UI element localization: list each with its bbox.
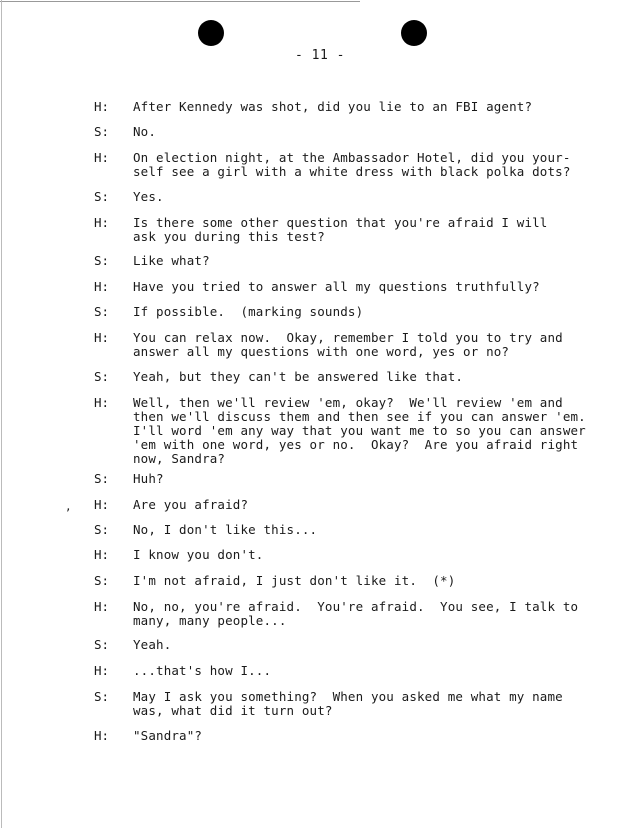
- binder-hole-left: [198, 20, 224, 46]
- utterance-text: No, no, you're afraid. You're afraid. You see, I talk to many, many people...: [133, 599, 579, 628]
- speaker-label: H:: [94, 279, 110, 294]
- utterance-text: "Sandra"?: [133, 728, 203, 743]
- speaker-label: H:: [94, 395, 110, 410]
- speaker-label: H:: [94, 215, 110, 230]
- utterance-text: May I ask you something? When you asked me what my name was, what did it turn out?: [133, 689, 563, 718]
- page-number: - 11 -: [295, 48, 345, 63]
- speaker-label: H:: [94, 547, 110, 562]
- utterance-text: Yeah, but they can't be answered like that.: [133, 369, 464, 384]
- scan-edge-left: [1, 0, 2, 828]
- utterance-text: Like what?: [133, 253, 210, 268]
- scan-edge-top: [0, 1, 360, 2]
- speaker-label: S:: [94, 637, 110, 652]
- speaker-label: S:: [94, 304, 110, 319]
- speaker-label: H:: [94, 497, 110, 512]
- speaker-label: S:: [94, 522, 110, 537]
- utterance-text: Yeah.: [133, 637, 172, 652]
- utterance-text: Is there some other question that you're afraid I will ask you during this test?: [133, 215, 548, 244]
- speaker-label: S:: [94, 573, 110, 588]
- utterance-text: I know you don't.: [133, 547, 264, 562]
- speaker-label: H:: [94, 728, 110, 743]
- speaker-label: S:: [94, 369, 110, 384]
- speaker-label: S:: [94, 689, 110, 704]
- utterance-text: No, I don't like this...: [133, 522, 318, 537]
- utterance-text: I'm not afraid, I just don't like it. (*): [133, 573, 456, 588]
- utterance-text: Have you tried to answer all my questions truthfully?: [133, 279, 540, 294]
- utterance-text: Yes.: [133, 189, 164, 204]
- utterance-text: No.: [133, 124, 157, 139]
- speaker-label: H:: [94, 150, 110, 165]
- utterance-text: On election night, at the Ambassador Hotel, did you your- self see a girl with a white dress with black polka dots?: [133, 150, 571, 179]
- utterance-text: Are you afraid?: [133, 497, 249, 512]
- utterance-text: If possible. (marking sounds): [133, 304, 364, 319]
- utterance-text: Well, then we'll review 'em, okay? We'll review 'em and then we'll discuss them and then see if you can answer 'em. I'll word 'em any way that you want me to so you can answer 'em with one word, yes or no. Okay? Are you afraid right now, Sandra?: [133, 395, 586, 466]
- utterance-text: You can relax now. Okay, remember I told you to try and answer all my questions with one word, yes or no?: [133, 330, 563, 359]
- speaker-label: H:: [94, 599, 110, 614]
- speaker-label: S:: [94, 471, 110, 486]
- speaker-label: H:: [94, 99, 110, 114]
- speaker-label: S:: [94, 189, 110, 204]
- speaker-label: S:: [94, 253, 110, 268]
- speaker-label: H:: [94, 663, 110, 678]
- binder-hole-right: [401, 20, 427, 46]
- margin-mark: ,: [65, 500, 72, 513]
- speaker-label: S:: [94, 124, 110, 139]
- utterance-text: After Kennedy was shot, did you lie to an FBI agent?: [133, 99, 533, 114]
- utterance-text: Huh?: [133, 471, 164, 486]
- utterance-text: ...that's how I...: [133, 663, 272, 678]
- speaker-label: H:: [94, 330, 110, 345]
